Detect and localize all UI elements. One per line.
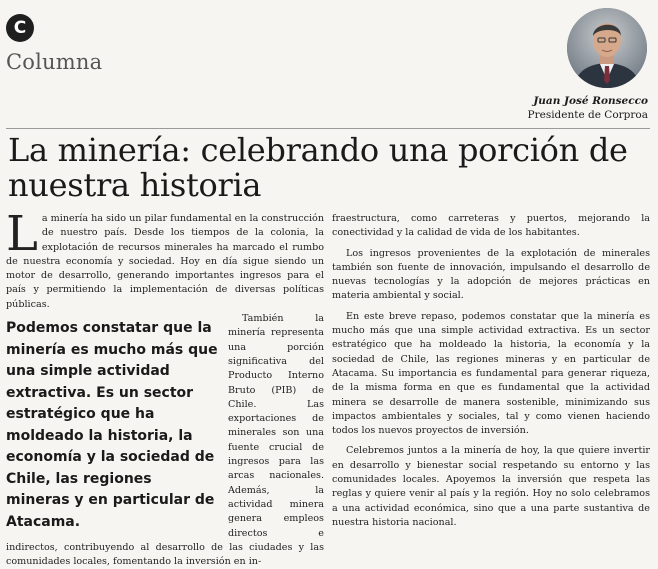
pull-quote: Podemos constatar que la minería es mucho más que una simple actividad extractiva. Es un sector estratégico que ha moldeado la historia, la economía y la sociedad de Chile, las regiones mineras y en particular de Atacama.: [6, 320, 218, 530]
paragraph-6: Celebremos juntos a la minería de hoy, la que quiere invertir en desarrollo y bienestar social respetando su entorno y las comunidades locales. Apoyemos la inversión que respeta las reglas y quiere venir al país y la región. Hoy no solo celebramos a una actividad económica, sino que a una parte sustantiva de nuestra historia nacional.: [332, 445, 650, 528]
section-badge: C: [6, 14, 34, 42]
author-name: Juan José Ronsecco: [533, 95, 648, 107]
headline: La minería: celebrando una porción de nuestra historia: [8, 131, 628, 204]
paragraph-2: También la minería representa una porción significativa del Producto Interno Bruto (PIB) de Chile. Las exportaciones de minerales son una fuente crucial de ingresos para las arcas nacionales. Además, la actividad minera genera empleos directos e indirectos, contribuyendo al desarrollo de las ciudades y las comunidades locales, fomentando la inversión en in-: [6, 313, 324, 568]
intro-paragraph: [6, 206, 324, 312]
paragraph-4: Los ingresos provenientes de la explotación de minerales también son fuente de innovación, impulsando el desarrollo de nuevas tecnologías y la adopción de mejores prácticas en materia ambiental y social.: [332, 247, 650, 302]
paragraph-3: fraestructura, como carreteras y puertos, mejorando la conectividad y la calidad de vida de los habitantes.: [332, 213, 650, 239]
author-role: Presidente de Corproa: [527, 109, 648, 121]
column-right: [332, 212, 650, 530]
drop-cap: L: [6, 206, 38, 262]
column-left: [6, 206, 324, 569]
section-label: Columna: [6, 50, 103, 74]
author-photo: [567, 8, 647, 88]
intro-text: a minería ha sido un pilar fundamental en la construcción de nuestro país. Desde los tiempos de la colonia, la explotación de recursos minerales ha marcado el rumbo de nuestra economía y sociedad. Hoy en día sigue siendo un motor de desarrollo, generando importantes ingresos para el país y permitiendo la implementación de diversas políticas públicas.: [6, 213, 324, 310]
paragraph-5: En este breve repaso, podemos constatar que la minería es mucho más que una simple actividad extractiva. Es un sector estratégico que ha moldeado la historia, la economía y la sociedad de Chile, las regiones mineras y en particular de Atacama. Su importancia es fundamental para generar riqueza, de la misma forma en que es fundamental que la actividad minera se desarrolle de manera sostenible, minimizando sus impactos ambientales y sociales, tal y como vienen haciendo todos los nuevos proyectos de inversión.: [332, 310, 650, 437]
divider: [6, 128, 650, 129]
